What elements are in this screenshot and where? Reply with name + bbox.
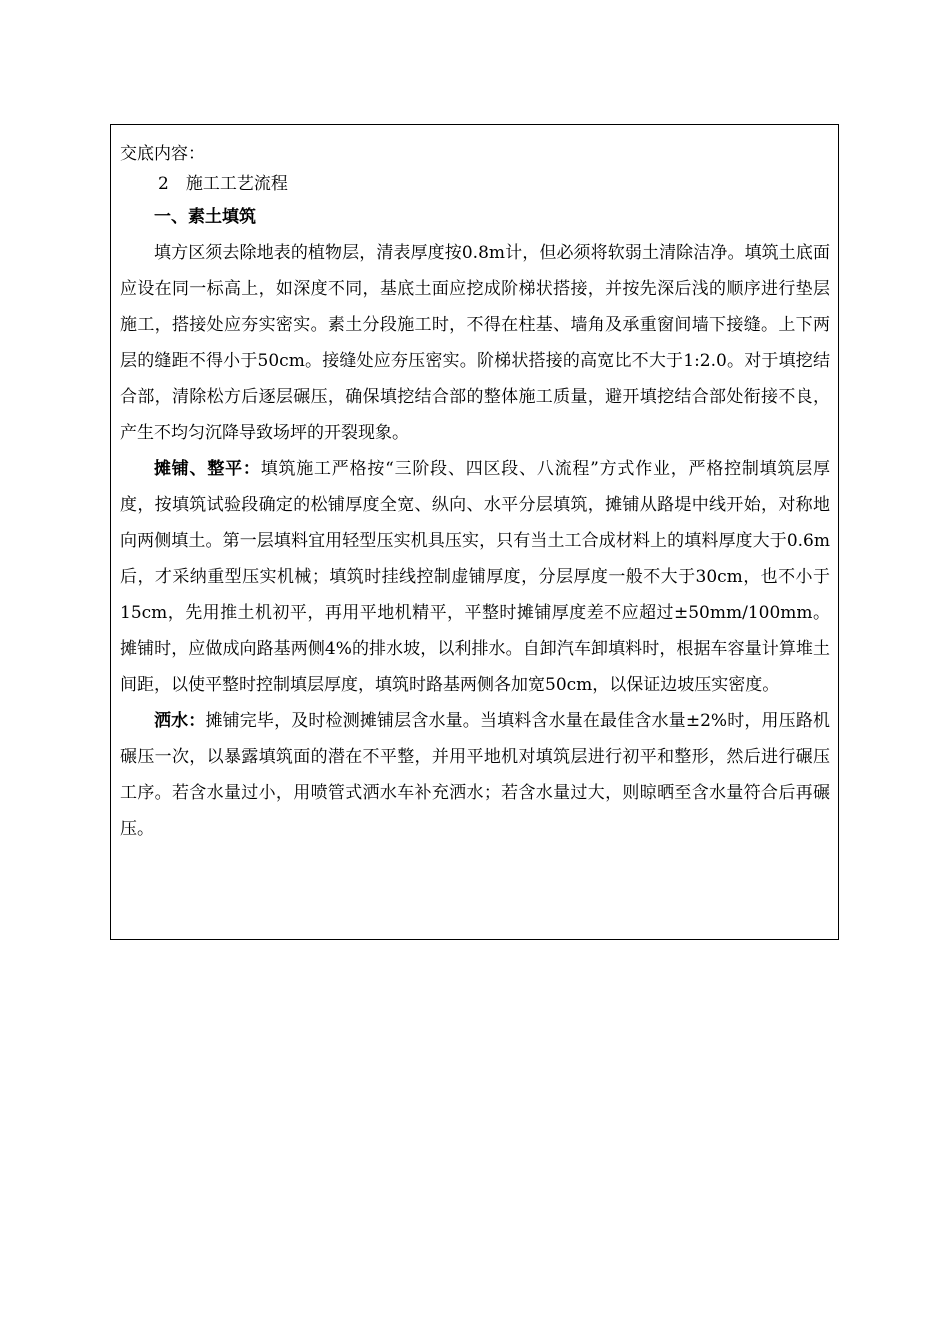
paragraph-body: 填筑施工严格按“三阶段、四区段、八流程”方式作业，严格控制填筑层厚度，按填筑试验段确定的松铺厚度全宽、纵向、水平分层填筑，摊铺从路堤中线开始，对称地向两侧填土。第一层填料宜用轻型压实机具压实，只有当土工合成材料上的填料厚度大于0.6m后，才采纳重型压实机械；填筑时挂线控制虚铺厚度，分层厚度一般不大于30cm，也不小于15cm，先用推土机初平，再用平地机精平，平整时摊铺厚度差不应超过±50mm/100mm。摊铺时，应做成向路基两侧4%的排水坡，以利排水。自卸汽车卸填料时，根据车容量计算堆土间距，以使平整时控制填层厚度，填筑时路基两侧各加宽50cm，以保证边坡压实密度。: [120, 459, 831, 695]
paragraph-lead: 洒水：: [154, 711, 206, 731]
disclosure-content-box: [110, 124, 839, 940]
section-title: 2 施工工艺流程: [158, 174, 288, 194]
paragraph-spreading-leveling: [120, 451, 830, 703]
content-label: 交底内容：: [120, 144, 205, 164]
paragraph-plain-fill: 填方区须去除地表的植物层，清表厚度按0.8m计，但必须将软弱土清除洁净。填筑土底面应设在同一标高上，如深度不同，基底土面应挖成阶梯状搭接，并按先深后浅的顺序进行垫层施工，搭接处应夯实密实。素土分段施工时，不得在柱基、墙角及承重窗间墙下接缝。上下两层的缝距不得小于50cm。接缝处应夯压密实。阶梯状搭接的高宽比不大于1:2.0。对于填挖结合部，清除松方后逐层碾压，确保填挖结合部的整体施工质量，避开填挖结合部处衔接不良，产生不均匀沉降导致场坪的开裂现象。: [120, 243, 830, 443]
paragraph-lead: 摊铺、整平：: [154, 459, 261, 479]
paragraph-body: 摊铺完毕，及时检测摊铺层含水量。当填料含水量在最佳含水量±2%时，用压路机碾压一次，以暴露填筑面的潜在不平整，并用平地机对填筑层进行初平和整形，然后进行碾压工序。若含水量过小，用喷管式洒水车补充洒水；若含水量过大，则晾晒至含水量符合后再碾压。: [120, 711, 830, 839]
section-heading: 一、素土填筑: [154, 207, 256, 227]
paragraph-watering: [120, 703, 830, 847]
